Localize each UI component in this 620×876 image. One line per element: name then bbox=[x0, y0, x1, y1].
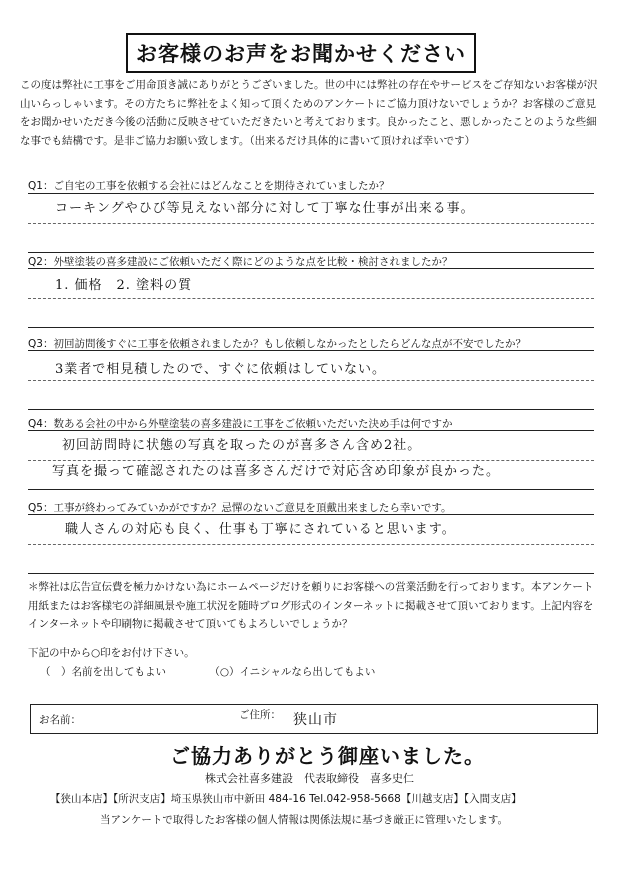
page-title: お客様のお声をお聞かせください bbox=[126, 33, 476, 73]
question-2: Q2：外壁塗装の喜多建設にご依頼いただく際にどのような点を比較・検討されましたか？ bbox=[28, 256, 453, 268]
answer-4-line-1: 初回訪問時に状態の写真を取ったのが喜多さん含め2社。 bbox=[62, 438, 422, 453]
question-4: Q4：数ある会社の中から外壁塗装の喜多建設に工事をご依頼いただいた決め手は何ですか bbox=[28, 418, 453, 430]
answer-5: 職人さんの対応も良く、仕事も丁寧にされていると思います。 bbox=[65, 522, 456, 537]
footnote: ＊弊社は広告宣伝費を極力かけない為にホームページだけを頼りにお客様への営業活動を行っております。本アンケート用紙またはお客様宅の詳細風景や施工状況を随時ブログ形式のインターネットに掲載させて頂いております。上記内容をインターネットや印刷物に掲載させて頂いてもよろしいでしょうか？ bbox=[28, 581, 594, 630]
answer-1: コーキングやひび等見えない部分に対して丁寧な仕事が出来る事。 bbox=[55, 201, 475, 216]
name-address-box bbox=[30, 704, 598, 734]
name-label: お名前： bbox=[39, 714, 81, 726]
choose-prompt: 下記の中から○印をお付け下さい。 bbox=[28, 647, 195, 659]
address-label: ご住所： bbox=[239, 709, 281, 721]
answer-3: 3業者で相見積したので、すぐに依頼はしていない。 bbox=[55, 362, 387, 377]
privacy-note: 当アンケートで取得したお客様の個人情報は関係法規に基づき厳正に管理いたします。 bbox=[100, 814, 509, 826]
choice-full-name[interactable]: （ ）名前を出してもよい bbox=[40, 666, 166, 678]
question-1: Q1：ご自宅の工事を依頼する会社にはどんなことを期待されていましたか？ bbox=[28, 180, 390, 192]
company-name: 株式会社喜多建設 代表取締役 喜多史仁 bbox=[205, 772, 414, 785]
address-value: 狭山市 bbox=[293, 712, 338, 728]
question-3: Q3：初回訪問後すぐに工事を依頼されましたか？もし依頼しなかったとしたらどんな点が不安でしたか？ bbox=[28, 338, 526, 350]
answer-4-line-2: 写真を撮って確認されたのは喜多さんだけで対応含め印象が良かった。 bbox=[52, 464, 501, 479]
branches-info: 【狭山本店】【所沢支店】埼玉県狭山市中新田 484-16 Tel.042-958-5668【川越支店】【入間支店】 bbox=[50, 793, 522, 805]
choices bbox=[40, 664, 375, 679]
question-5: Q5：工事が終わってみていかがですか？忌憚のないご意見を頂戴出来ましたら幸いです。 bbox=[28, 502, 452, 514]
thanks-message: ご協力ありがとう御座いました。 bbox=[170, 744, 485, 768]
intro-text: この度は弊社に工事をご用命頂き誠にありがとうございました。世の中には弊社の存在やサービスをご存知ないお客様が沢山いらっしゃいます。その方たちに弊社をよく知って頂くためのアンケートにご協力頂けないでしょうか？お客様のご意見をお聞かせいただき今後の活動に反映させていただきたいと考えております。良かったこと、悪しかったことのような些細な事でも結構です。是非ご協力お願い致します。（出来るだけ具体的に書いて頂ければ幸いです） bbox=[20, 79, 598, 147]
answer-2: 1. 価格 2. 塗料の質 bbox=[55, 278, 193, 293]
choice-initials[interactable]: （○）イニシャルなら出してもよい bbox=[209, 666, 376, 678]
